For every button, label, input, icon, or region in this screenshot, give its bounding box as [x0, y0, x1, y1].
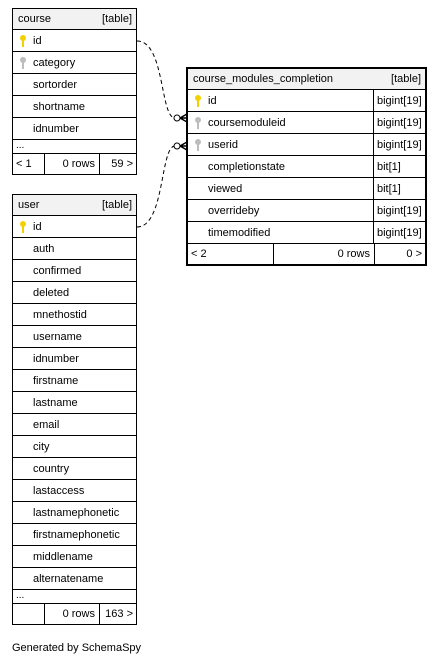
- column-name: id: [33, 34, 42, 47]
- course-link-crow-foot: [174, 115, 180, 121]
- column-name: completionstate: [208, 160, 286, 173]
- column-name: viewed: [208, 182, 243, 195]
- column-row[interactable]: [13, 546, 136, 568]
- course-to-cmc-link: [137, 41, 175, 118]
- table-title: course_modules_completion: [193, 73, 334, 85]
- column-type: bigint[19]: [373, 222, 425, 243]
- key-icon: [194, 95, 202, 107]
- column-row[interactable]: [13, 524, 136, 546]
- table-footer: [188, 244, 425, 264]
- table-tag: [table]: [102, 13, 132, 25]
- column-name: timemodified: [208, 226, 271, 239]
- column-name: username: [33, 330, 82, 343]
- key-icon: [19, 57, 27, 69]
- column-row[interactable]: [13, 502, 136, 524]
- column-row[interactable]: [13, 238, 136, 260]
- column-name: email: [33, 418, 60, 431]
- table-footer: [13, 154, 136, 174]
- column-row[interactable]: [188, 156, 425, 178]
- column-name: firstname: [33, 374, 79, 387]
- column-row[interactable]: [188, 112, 425, 134]
- column-name: country: [33, 462, 70, 475]
- course-table[interactable]: [12, 8, 137, 175]
- table-header[interactable]: [188, 69, 425, 90]
- column-name: userid: [208, 138, 238, 151]
- parents-count[interactable]: < 2: [188, 244, 274, 264]
- column-row[interactable]: [13, 282, 136, 304]
- column-row[interactable]: [13, 304, 136, 326]
- column-name: lastname: [33, 396, 78, 409]
- column-type: bigint[19]: [373, 90, 425, 111]
- column-row[interactable]: [188, 200, 425, 222]
- column-row[interactable]: [13, 96, 136, 118]
- column-type: bigint[19]: [373, 112, 425, 133]
- column-row[interactable]: [13, 118, 136, 140]
- table-footer: [13, 604, 136, 624]
- key-icon: [19, 35, 27, 47]
- course-modules-completion-table[interactable]: [186, 67, 427, 266]
- column-row[interactable]: [13, 480, 136, 502]
- row-count: 0 rows: [45, 154, 100, 174]
- generated-by-footer: Generated by SchemaSpy: [12, 642, 142, 654]
- column-type: bigint[19]: [373, 134, 425, 155]
- more-columns: ...: [13, 140, 136, 154]
- column-type: bit[1]: [373, 178, 425, 199]
- parents-count[interactable]: [13, 604, 45, 624]
- column-row[interactable]: [13, 568, 136, 590]
- column-name: shortname: [33, 100, 85, 113]
- column-row[interactable]: [188, 178, 425, 200]
- column-name: lastaccess: [33, 484, 85, 497]
- column-row[interactable]: [13, 74, 136, 96]
- column-row[interactable]: [13, 392, 136, 414]
- column-type: bigint[19]: [373, 200, 425, 221]
- column-name: sortorder: [33, 78, 78, 91]
- column-row[interactable]: [13, 436, 136, 458]
- column-row[interactable]: [13, 326, 136, 348]
- user-table[interactable]: [12, 194, 137, 625]
- column-name: lastnamephonetic: [33, 506, 120, 519]
- column-row[interactable]: [13, 260, 136, 282]
- column-name: id: [208, 94, 217, 107]
- user-to-cmc-link: [137, 146, 175, 227]
- column-name: alternatename: [33, 572, 104, 585]
- column-row[interactable]: [13, 216, 136, 238]
- row-count: 0 rows: [274, 244, 375, 264]
- column-name: firstnamephonetic: [33, 528, 120, 541]
- children-count[interactable]: 0 >: [406, 248, 422, 260]
- column-name: mnethostid: [33, 308, 87, 321]
- key-icon: [19, 221, 27, 233]
- column-row[interactable]: [188, 222, 425, 244]
- column-row[interactable]: [188, 134, 425, 156]
- column-name: id: [33, 220, 42, 233]
- column-name: deleted: [33, 286, 70, 299]
- column-row[interactable]: [188, 90, 425, 112]
- children-count[interactable]: 163 >: [105, 608, 133, 620]
- column-name: middlename: [33, 550, 93, 563]
- more-columns: ...: [13, 590, 136, 604]
- column-row[interactable]: [13, 52, 136, 74]
- table-header[interactable]: [13, 195, 136, 216]
- column-row[interactable]: [13, 348, 136, 370]
- row-count: 0 rows: [45, 604, 100, 624]
- column-name: city: [33, 440, 50, 453]
- key-icon: [194, 139, 202, 151]
- column-row[interactable]: [13, 458, 136, 480]
- table-header[interactable]: [13, 9, 136, 30]
- column-row[interactable]: [13, 414, 136, 436]
- column-row[interactable]: [13, 370, 136, 392]
- table-title: user: [18, 199, 40, 211]
- column-row[interactable]: [13, 30, 136, 52]
- table-tag: [table]: [102, 199, 132, 211]
- column-name: confirmed: [33, 264, 82, 277]
- column-name: idnumber: [33, 122, 79, 135]
- column-name: coursemoduleid: [208, 116, 286, 129]
- table-tag: [table]: [391, 73, 421, 85]
- column-type: bit[1]: [373, 156, 425, 177]
- key-icon: [194, 117, 202, 129]
- table-title: course: [18, 13, 52, 25]
- column-name: overrideby: [208, 204, 260, 217]
- children-count[interactable]: 59 >: [111, 158, 133, 170]
- column-name: idnumber: [33, 352, 79, 365]
- column-name: category: [33, 56, 76, 69]
- user-link-crow-foot: [174, 143, 180, 149]
- parents-count[interactable]: < 1: [13, 154, 45, 174]
- column-name: auth: [33, 242, 55, 255]
